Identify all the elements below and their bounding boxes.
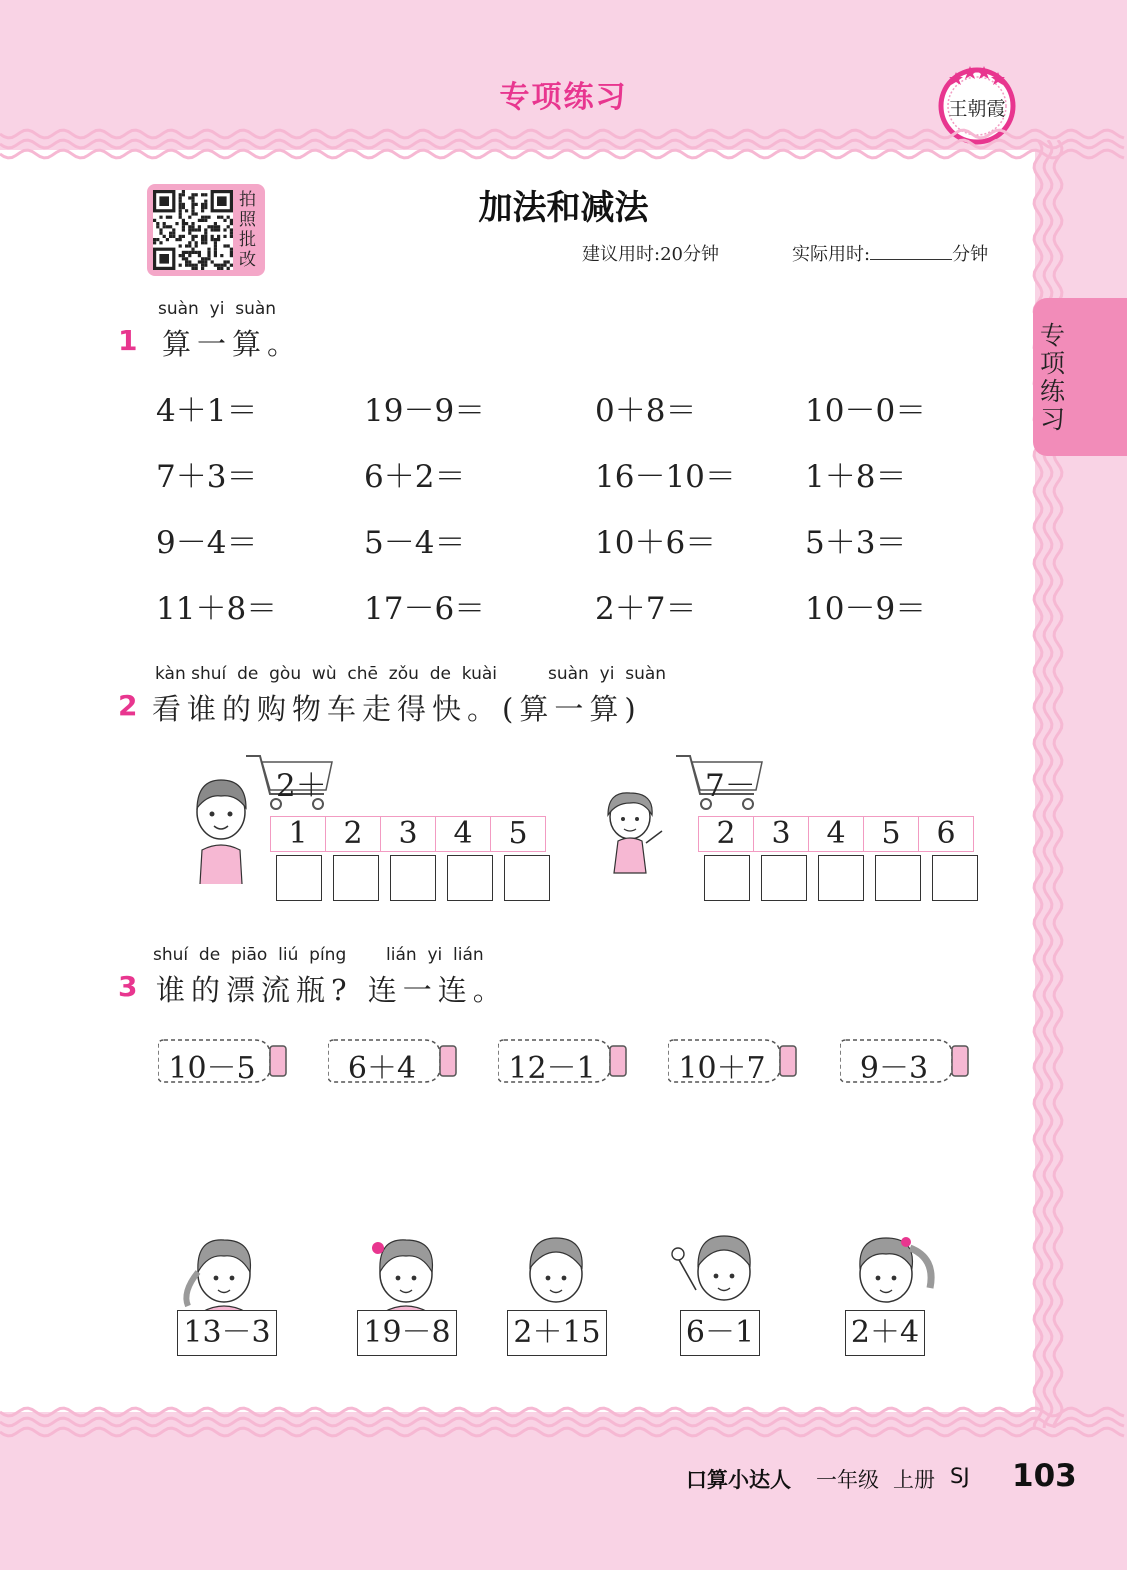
section-header-title: 专项练习 [499,80,628,115]
problem: 19－9＝ [364,393,486,429]
q2-number: 2 [118,689,138,722]
answer-box[interactable] [761,855,807,901]
actual-time-label: 实际用时: [792,244,871,265]
q2-pinyin-a: kàn shuí de gòu wù chē zǒu de kuài [155,664,497,684]
girl-illustration [600,785,670,880]
number-cell: 5 [491,816,546,852]
q2-instruction: 看谁的购物车走得快。(算一算) [152,692,642,726]
number-cell: 6 [919,816,974,852]
bottle[interactable] [158,1036,286,1086]
cart-1-label: 2＋ [276,768,327,804]
q3-pinyin-a: shuí de piāo liú píng [153,945,347,965]
suggested-time: 建议用时:20分钟 [582,244,719,265]
problem: 17－6＝ [364,591,486,627]
bottle[interactable] [668,1036,796,1086]
problem: 4＋1＝ [156,393,258,429]
worksheet-paper [0,150,1035,1412]
number-cell: 4 [436,816,491,852]
number-cell: 1 [270,816,326,852]
child-illustration [510,1232,600,1312]
bottle-expression: 10－5 [168,1051,256,1086]
answer-box[interactable] [704,855,750,901]
side-tab-label: 专项练习 [1040,321,1066,434]
answer-box[interactable] [276,855,322,901]
cart-1-answer-row [276,855,550,901]
child-illustration [178,1232,278,1312]
q3-instruction: 谁的漂流瓶? 连一连。 [156,973,508,1007]
child-sign[interactable]: 2＋4 [845,1310,925,1356]
page-number: 103 [1012,1458,1077,1494]
footer-edition: SJ [950,1464,970,1488]
number-cell: 5 [864,816,919,852]
problem: 9－4＝ [156,525,258,561]
problem: 10－9＝ [805,591,927,627]
child-sign[interactable]: 19－8 [357,1310,457,1356]
answer-box[interactable] [390,855,436,901]
actual-time-unit: 分钟 [952,244,989,265]
footer-grade: 一年级 [816,1468,879,1492]
page-title: 加法和减法 [478,188,649,228]
bottle-expression: 10＋7 [678,1051,766,1086]
bottle[interactable] [498,1036,626,1086]
q3-pinyin-b: lián yi lián [386,945,484,965]
bottle-expression: 9－3 [859,1051,929,1086]
q1-instruction: 算一算。 [162,327,303,361]
answer-box[interactable] [818,855,864,901]
bottom-wave-border [0,1404,1127,1438]
number-cell: 2 [326,816,381,852]
answer-box[interactable] [932,855,978,901]
problem: 1＋8＝ [805,459,907,495]
logo-text: 王朝霞 [948,98,1006,120]
problem: 10＋6＝ [595,525,717,561]
bottle[interactable] [840,1036,968,1086]
answer-box[interactable] [875,855,921,901]
problem: 16－10＝ [595,459,736,495]
cart-2-number-row [698,816,974,852]
problem: 5－4＝ [364,525,466,561]
top-wave-border [0,124,1127,164]
cart-1-number-row [270,816,546,852]
q1-pinyin: suàn yi suàn [158,299,277,319]
qr-label: 拍照批改 [239,190,256,270]
number-cell: 3 [381,816,436,852]
problem: 10－0＝ [805,393,927,429]
bottle[interactable] [328,1036,456,1086]
problem: 7＋3＝ [156,459,258,495]
child-illustration [668,1228,768,1310]
q2-pinyin-b: suàn yi suàn [548,664,667,684]
number-cell: 2 [698,816,754,852]
child-illustration [360,1232,450,1312]
child-sign[interactable]: 2＋15 [507,1310,607,1356]
answer-box[interactable] [333,855,379,901]
answer-box[interactable] [504,855,550,901]
problem: 0＋8＝ [595,393,697,429]
actual-time [792,240,988,266]
number-cell: 4 [809,816,864,852]
problem: 11＋8＝ [156,591,278,627]
bottle-expression: 6＋4 [347,1051,417,1086]
answer-box[interactable] [447,855,493,901]
child-illustration [836,1228,946,1310]
q3-number: 3 [118,970,138,1003]
actual-time-blank[interactable] [870,243,952,260]
child-sign[interactable]: 13－3 [177,1310,277,1356]
footer-book-title: 口算小达人 [686,1468,791,1492]
bottle-expression: 12－1 [508,1051,596,1086]
cart-2-label: 7－ [705,768,756,804]
cart-2-answer-row [704,855,978,901]
problem: 5＋3＝ [805,525,907,561]
number-cell: 3 [754,816,809,852]
footer-volume: 上册 [893,1468,935,1492]
problem: 2＋7＝ [595,591,697,627]
problem: 6＋2＝ [364,459,466,495]
q1-number: 1 [118,324,138,357]
child-sign[interactable]: 6－1 [680,1310,760,1356]
